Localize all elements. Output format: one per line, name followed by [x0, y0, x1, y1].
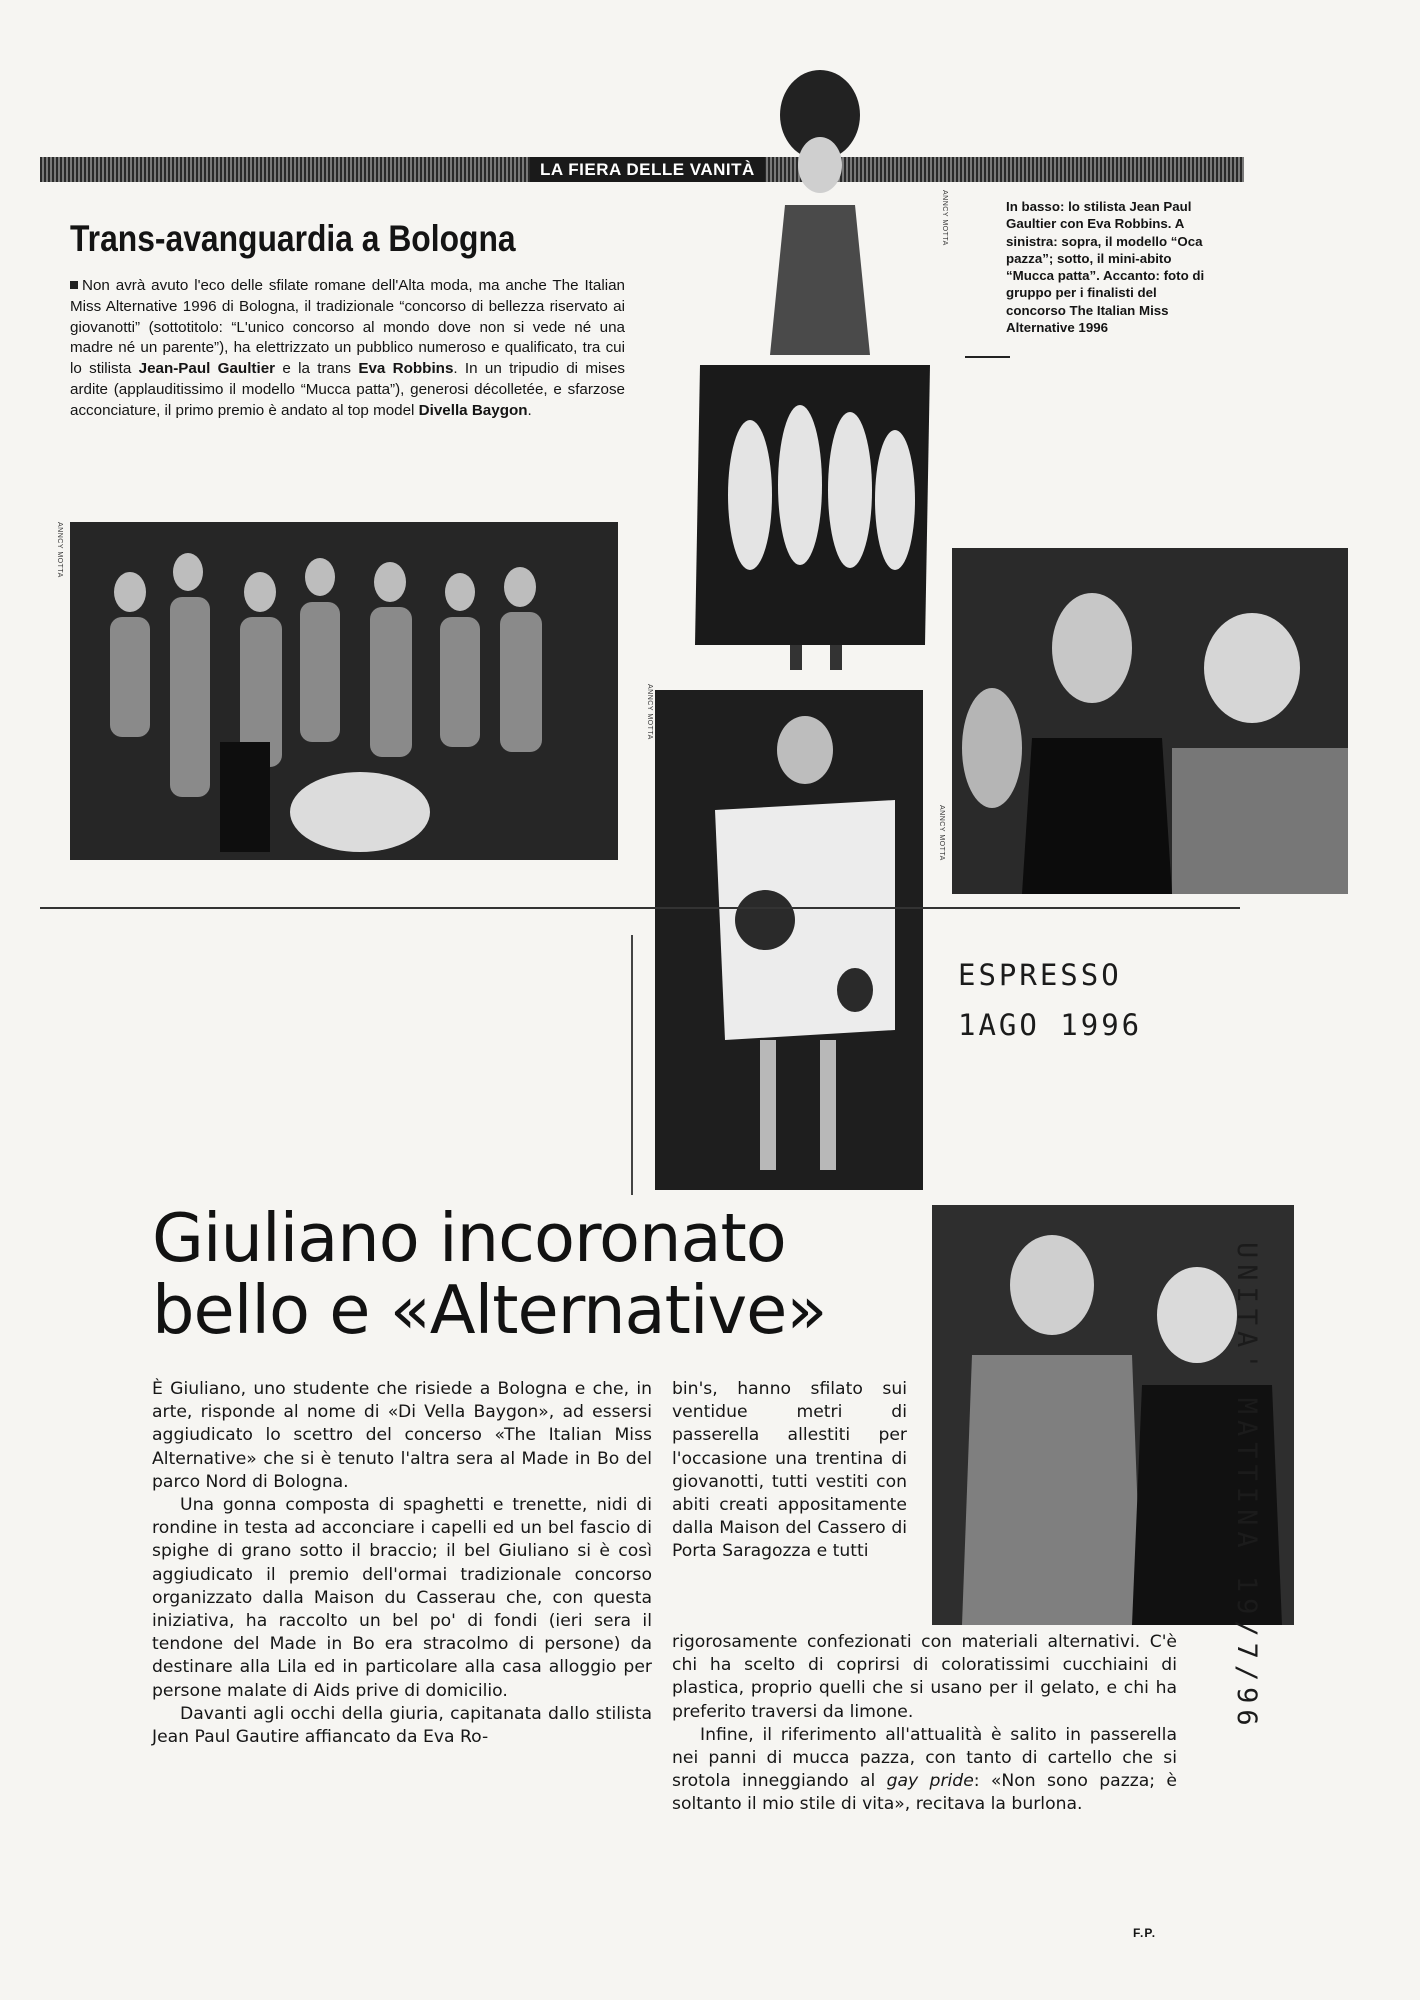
photo-credit: ANNCY MOTTA — [56, 522, 63, 578]
photo-group-finalists-image — [70, 522, 618, 860]
photo-gaultier-robbins-image — [952, 548, 1348, 894]
section-label: LA FIERA DELLE VANITÀ — [530, 157, 765, 182]
article-column-right-bottom — [672, 1631, 1177, 1817]
headline-line-1: Giuliano incoronato — [152, 1199, 786, 1277]
paragraph: rigorosamente confezionati con materiali alternativi. C'è chi ha scelto di coprirsi di coloratissimi cucchiaini di plastica, proprio quelli che si usano per il gelato, e chi ha preferito traversi da limone. — [672, 1632, 1177, 1722]
intro-text: Non avrà avuto l'eco delle sfilate romane dell'Alta moda, ma anche The Italian Miss Alternative 1996 di Bologna, il tradizionale “concorso di bellezza riservato ai giovanotti” (sottotitolo: “L'unico concorso al mondo dove non si vede né una madre né un parente”), ha elettrizzato un pubblico numeroso e qualificato, tra cui lo stilista — [70, 277, 625, 378]
second-article-headline — [152, 1199, 827, 1349]
intro-name-gaultier: Jean-Paul Gaultier — [138, 360, 276, 378]
first-article-intro — [70, 276, 625, 422]
article-column-left — [152, 1378, 652, 1749]
paragraph: Davanti agli occhi della giuria, capitanata dallo stilista Jean Paul Gautire affiancato da Eva Ro- — [152, 1703, 652, 1748]
photo-credit: ANNCY MOTTA — [941, 190, 948, 246]
photo-group-finalists — [70, 522, 618, 860]
bullet-icon — [70, 281, 78, 289]
horizontal-rule — [40, 907, 1240, 909]
vertical-rule — [631, 935, 633, 1195]
intro-name-baygon: Divella Baygon — [418, 401, 528, 419]
italic-term: gay pride — [886, 1771, 974, 1792]
paragraph: È Giuliano, uno studente che risiede a Bologna e che, in arte, risponde al nome di «Di Vella Baygon», ad essersi aggiudicato lo scettro del concerso «The Italian Miss Alternative» che si è tenuto l'altra sera al Made in Bo del parco Nord di Bologna. — [152, 1379, 652, 1492]
paragraph-text: Infine, il riferimento all'attualità è salito in passerella nei panni di mucca pazza, con tanto di cartello che si srotola inneggiando al — [672, 1724, 1177, 1792]
headline-line-2: bello e «Alternative» — [152, 1271, 827, 1349]
paragraph: bin's, hanno sfilato sui ventidue metri di passerella allestiti per l'occasione una trentina di giovanotti, tutti vestiti con abiti creati appositamente dalla Maison del Cassero di Porta Saragozza e tutti — [672, 1379, 907, 1562]
first-article-headline: Trans-avanguardia a Bologna — [70, 218, 516, 259]
paragraph: Una gonna composta di spaghetti e trenette, nidi di rondine in testa ad acconciare i capelli ed un bel fascio di spighe di grano sotto il braccio; il bel Giuliano si è così aggiudicato il premio dell'ormai tradizionale concorso organizzato dalla Maison du Casserau che, con questa iniziativa, ha raccolto un bel po' di fondi (ieri sera il tendone del Made in Bo era stracolmo di persone) da destinare alla Lila ed in particolare alla casa alloggio per persone malate di Aids prive di domicilio. — [152, 1495, 652, 1701]
photo-oca-pazza-image — [680, 35, 950, 670]
photo-gaultier-robbins — [952, 548, 1348, 894]
photo-oca-pazza — [680, 35, 950, 670]
paragraph — [672, 1724, 1177, 1817]
handwritten-date-espresso: 1AGO 1996 — [958, 1008, 1143, 1042]
intro-text: e la trans — [275, 360, 359, 378]
handwritten-source-espresso: ESPRESSO — [958, 958, 1122, 992]
photo-caption: In basso: lo stilista Jean Paul Gaultier con Eva Robbins. A sinistra: sopra, il modello “Oca pazza”; sotto, il mini-abito “Mucca patta”. Accanto: foto di gruppo per i finalisti del concorso The Italian Miss Alternative 1996 — [1006, 199, 1205, 336]
caption-pointer — [965, 356, 1010, 358]
paragraph-text: : «Non sono pazza; è soltanto il mio stile di vita», recitava la burlona. — [672, 1771, 1177, 1815]
photo-mucca-patta — [655, 690, 923, 1190]
photo-credit: ANNCY MOTTA — [938, 805, 945, 861]
photo-mucca-patta-image — [655, 690, 923, 1190]
author-initials: F.P. — [1133, 1926, 1157, 1940]
handwritten-source-unita: UNITA' MATTINA 19/7/96 — [1231, 1242, 1262, 1732]
photo-credit: ANNCY MOTTA — [646, 684, 653, 740]
intro-text: . In un tripudio di mises ardite (applauditissimo il modello “Mucca patta”), generosi décolletée, e sfarzose acconciature, il primo premio è andato al top model — [70, 360, 625, 419]
article-column-right-top — [672, 1378, 907, 1564]
intro-name-robbins: Eva Robbins — [358, 360, 454, 378]
intro-text: . — [527, 401, 532, 419]
